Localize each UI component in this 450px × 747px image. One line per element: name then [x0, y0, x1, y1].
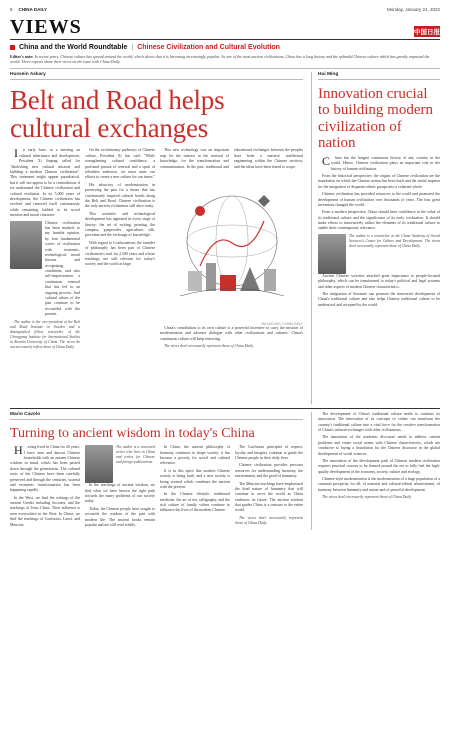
issue-date: Monday, January 24, 2022: [387, 6, 440, 12]
roundtable-sublabel: Chinese Civilization and Cultural Evolution: [137, 44, 280, 51]
top-bar: [10, 5, 440, 13]
article-paragraph: This scientific and technological development has appeared in every stage of history: the art of writing, printing, the compass, gunpowder, agriculture, silk, porcelain and the exchange of knowledge.: [85, 211, 155, 238]
right-author-box: [318, 234, 440, 274]
right-article-body: [318, 153, 440, 308]
article-paragraph: With regard to Confucianism, the founder of philosophy has been part of Chinese civilization's soul for 2,500 years and whose teachings are still relevant for today's society and the world at large.: [85, 240, 155, 267]
article-paragraph: The Confucian principles of respect, loyalty and integrity continue to guide the Chinese people in their daily lives.: [235, 445, 303, 460]
article-paragraph: Ancient Chinese societies attached great importance to people-focused philosophy, which can be transformed to today's political and legal systems and other aspects of modern Chinese characteristics.: [318, 273, 440, 289]
article-paragraph: Chinese-style modernization is the modernization of a huge population of a common prosperity for all, of material and cultural-ethical advancement, of harmony between humanity and nature and of peaceful development.: [318, 477, 440, 492]
main-article-column-2: [85, 148, 155, 351]
bottom-article-columns: [10, 445, 303, 530]
article-paragraph: The innovation of the academic discourse needs to address current problems and create social norms with Chinese characteristics, which are conducive to laying a foundation for the Chinese discourse in the global development of social sciences.: [318, 435, 440, 456]
illustration-drawing: [160, 171, 303, 321]
paper-name: CHINA DAILY: [18, 6, 47, 12]
author-bio: The author is a renowned writer who lives in China and writes for Chinese and foreign publications.: [116, 445, 155, 465]
section-header: [10, 17, 440, 40]
article-paragraph: China has the longest continuous history of any country in the world. Hence, Chinese civilization plays an important role in the history of human civilization.: [322, 153, 440, 171]
article-paragraph: China's contribution to its own culture is a powerful incentive to carry the mission of modernization and advance dialogue with other civilizations and cultures. China's continuous culture will keep renewing.: [160, 326, 303, 341]
right-article-closing-note: The views don't necessarily represent those of China Daily.: [322, 495, 412, 500]
author-portrait: [85, 445, 113, 483]
right-article: [311, 72, 440, 404]
main-article-closing-note: The views don't necessarily represent those of China Daily.: [164, 344, 254, 349]
editor-note: [10, 54, 440, 69]
article-paragraph: From a modern perspective, China should have confidence in the value of its traditional culture and the significance of its early civilization. It should make efforts to innovatively utilize the elements of its traditional culture to enable their contemporary relevance.: [318, 210, 440, 231]
illustration-caption: MA XUEJING / CHINA DAILY: [261, 322, 303, 327]
author-bio: The author is the vice-president of the Belt and Road Institute in Sweden and a distinguished fellow researcher of the Chongyang Institute for International Studies at Renmin University of China. The views do not necessarily reflect those of China Daily.: [10, 319, 80, 349]
roundtable-separator: |: [131, 44, 134, 51]
article-paragraph: In the teachings of ancient wisdom, we find what we have known the right path towards the many problems of our society today.: [85, 483, 155, 504]
main-article-tail: [160, 326, 303, 349]
article-paragraph: On the evolutionary pathways of Chinese culture, President Xi has said: "While strengthening cultural confidence, a profound pursuit of renewal and a spirit of relentless endeavor, we must unite our efforts to create a new culture for our times.": [85, 148, 155, 180]
bottom-article-column-1: [10, 445, 80, 530]
article-paragraph: His advocacy of modernization in preserving the past for a future that has continuously inspired cultural bonds along the Belt and Road. Chinese civilization is the only ancient civilization still alive today.: [85, 182, 155, 209]
section-title: VIEWS: [10, 16, 82, 38]
editor-note-prefix: Editor's note:: [10, 54, 34, 59]
editor-note-text: In recent years, Chinese culture has spread around the world, which shows that it is becoming increasingly popular. As one of the most ancient civilizations, China has a long history and the splendid Chinese culture which has greatly impacted the world. Three experts share their views on the issue with China Daily.: [10, 54, 430, 65]
right-article-headline: Innovation crucial to building modern civilization of nation: [318, 85, 433, 152]
article-paragraph: Today, the Chinese people have sought to reconcile the wisdom of the past with modern life. The ancient books remain popular and are still read widely.: [85, 506, 155, 527]
article-paragraph: It is in this spirit that modern Chinese society is being built, and a new society is being created which combines the ancient with the present.: [160, 468, 230, 489]
main-article-headline: Belt and Road helps cultural exchanges: [10, 84, 225, 144]
main-article-author: Hussein Askary: [10, 72, 303, 80]
bottom-section: [10, 408, 440, 531]
author-portrait: [318, 234, 346, 274]
bottom-article-column-2: [85, 445, 155, 530]
bottom-author-box: [85, 445, 155, 483]
author-portrait-box: [10, 221, 80, 318]
author-portrait: [10, 221, 42, 269]
article-paragraph: In the West, we find the writings of the ancient Greeks including Socrates, and the teachings of Jesus Christ. Their influence is seen everywhere in the West. In China, we find the teachings of Confucius, Laozi, and Mencius.: [10, 495, 80, 527]
bottom-article-headline: Turning to ancient wisdom in today's China: [10, 425, 255, 441]
right-article-author: Hui Ming: [318, 72, 440, 80]
main-article-column-3: [160, 148, 303, 351]
article-paragraph: From the historical perspective, the origins of Chinese civilization are the foundation on which the Chinese nation has been built and the initial impetus for the integration of disparate ethnic groups into a coherent whole.: [318, 173, 440, 189]
article-paragraph: Having lived in China for 20 years, I have seen and known Chinese households with an ancient Chinese wisdom in mind, which has been passed down through the generations. The cultural roots of the Chinese have been carefully preserved and through the centuries, societal and economic transformation has been happening rapidly.: [10, 443, 80, 493]
article-paragraph: The Mencius teachings have emphasized the kind nature of humanity that will continue to serve the world as China embraces its future. The ancient wisdom that guides China is a treasure to the entire world.: [235, 481, 303, 513]
article-paragraph: Chinese civilization has been marked, to my humble opinion, by four fundamental waves of civilization with economic, technological, moral lessons and recognizing conditions, and also self-improvement, a continuous renewal that has led to an ongoing process. And cultural values of the past continue to be reconciled with the present.: [45, 220, 80, 317]
page-number: 8: [10, 6, 13, 12]
main-article-column-3-text: [160, 148, 303, 171]
article-paragraph: This new technology was an important step for the interest in the renewal of knowledge, for the transformation and communication. In the past, traditional and educational exchanges between the peoples have been a massive intellectual engineering within the Chinese territory, and the ideas have been tested to scope.: [160, 148, 303, 169]
right-article-continued: [311, 412, 440, 531]
article-paragraph: Chinese civilization provides precious resources for understanding harmony, the environment, and the good of humanity.: [235, 463, 303, 479]
author-bio: The author is a researcher at the China Academy of Social Sciences's Center for Culture and Development. The views don't necessarily represent those of China Daily.: [349, 233, 440, 248]
article-paragraph: In China, the ancient philosophy of harmony continues to shape society; it has become a priority for social and cultural relevance.: [160, 445, 230, 466]
china-daily-logo: [414, 26, 440, 37]
bottom-article-column-4: [235, 445, 303, 530]
bottom-article-column-3: [160, 445, 230, 530]
bottom-article: [10, 412, 303, 531]
roundtable-label: China and the World Roundtable: [19, 44, 128, 51]
article-paragraph: The development of China's traditional culture needs to continue its innovation. The innovation of its concepts of values can transform the country's traditional culture into a vital force for the creative transformation of China's cultural exchanges with other civilizations.: [318, 411, 440, 432]
roundtable-bar: [10, 44, 440, 51]
illustration: [160, 171, 303, 321]
main-article-column-1: [10, 148, 80, 351]
top-bar-left: [10, 7, 47, 12]
article-paragraph: Chinese civilization has provided resources to the world and promoted the development of human civilization over thousands of years. The four great inventions changed the world.: [318, 192, 440, 207]
right-article-continued-body: [318, 412, 440, 501]
logo-text: 中国日报: [414, 29, 440, 36]
article-paragraph: The innovation of the development path of Chinese modern civilization requires practical courses to be formed around the era to fully fuel the high-quality development of the economy, society, culture and ecology.: [318, 458, 440, 474]
top-section: [10, 72, 440, 404]
main-article: [10, 72, 303, 404]
bottom-layout: [10, 412, 440, 531]
article-paragraph: In early June, at a meeting on cultural inheritance and development, President Xi Jinping called for "abolishing new cultural mission and building a modern Chinese civilization". This statement might appear paradoxical, but it will not appear to be a contradiction if we understand the Chinese civilization and cultural evolution. In its 5,000 years of development, the Chinese civilization has evolved and renewed itself continuously while remaining faithful to its social mentors and moral character.: [10, 146, 80, 218]
bottom-article-author: Mario Cavolo: [10, 412, 303, 420]
article-paragraph: The integration of literature can promote the innovative development of China's traditional culture and also helps Chinese traditional culture to be understood and accepted by the world.: [318, 292, 440, 307]
article-paragraph: In the Chinese lifestyle, traditional medicine, the art of tea, calligraphy, and the rich culture of family values continue to influence the lives of the modern Chinese.: [160, 492, 230, 513]
red-square-icon: [10, 45, 15, 50]
main-article-columns: [10, 148, 303, 351]
bottom-article-closing-note: The views don't necessarily represent those of China Daily.: [235, 515, 303, 526]
